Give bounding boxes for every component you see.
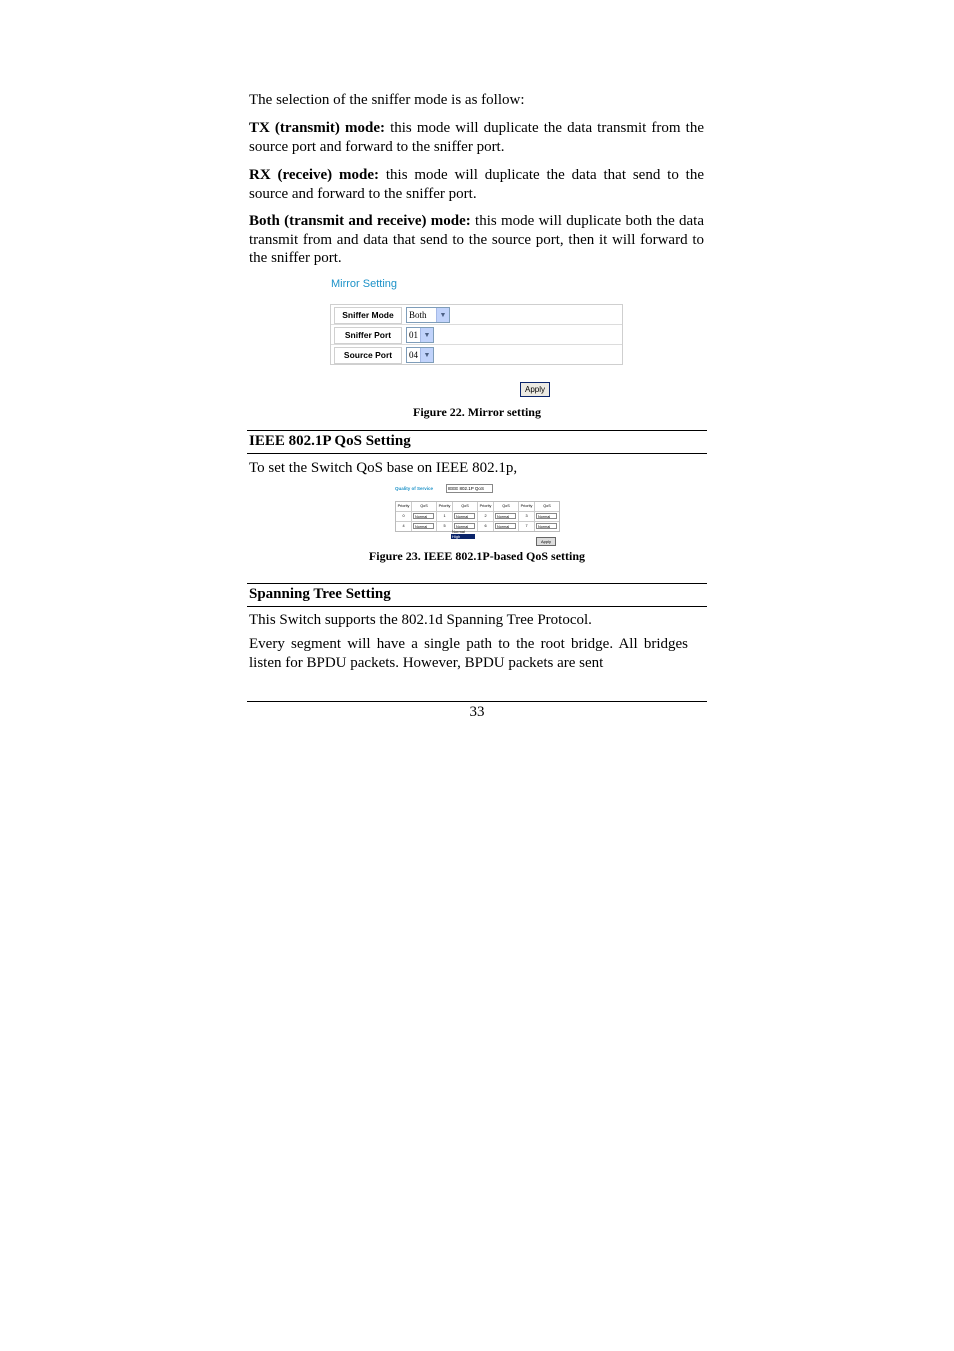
sniffer-port-value: 01 xyxy=(409,330,418,340)
qos-type-select[interactable] xyxy=(446,484,493,493)
qos-cell xyxy=(535,512,559,521)
rx-mode-term: RX (receive) mode: xyxy=(249,167,380,183)
qos-cell xyxy=(535,522,559,531)
column-header: Priority xyxy=(437,502,453,511)
qos-cell xyxy=(412,522,437,531)
sniffer-mode-row xyxy=(331,305,622,325)
priority-cell: 7 xyxy=(519,522,535,531)
qos-select[interactable]: Normal xyxy=(413,513,434,519)
priority-cell: 2 xyxy=(478,512,494,521)
mirror-setting-table xyxy=(330,304,623,365)
column-header: Priority xyxy=(396,502,412,511)
qos-title: Quality of Service xyxy=(395,486,434,491)
rx-mode-text: this mode will duplicate the data that send to the source and forward to the sniffer port. xyxy=(249,167,704,202)
dropdown-option-high[interactable]: High xyxy=(451,534,475,539)
priority-cell: 0 xyxy=(396,512,412,521)
figure-23-caption: Figure 23. IEEE 802.1P-based QoS setting xyxy=(368,549,586,563)
source-port-value: 04 xyxy=(409,350,418,360)
sniffer-mode-label: Sniffer Mode xyxy=(334,307,402,324)
sniffer-port-row xyxy=(331,325,622,345)
qos-select[interactable]: Normal xyxy=(495,523,516,529)
figure-22-caption: Figure 22. Mirror setting xyxy=(413,405,541,419)
column-header: Priority xyxy=(519,502,535,511)
column-header: Priority xyxy=(478,502,494,511)
column-header: QoS xyxy=(453,502,478,511)
sniffer-mode-select[interactable] xyxy=(406,307,450,323)
qos-table xyxy=(395,501,560,532)
page-number: 33 xyxy=(469,704,485,720)
column-header: QoS xyxy=(412,502,437,511)
both-mode-text: this mode will duplicate both the data transmit from and data that send to the source port, then it will forward to the sniffer port. xyxy=(249,213,704,266)
stp-paragraph-2: Every segment will have a single path to the root bridge. All bridges listen for BPDU packets. However, BPDU packets are sent xyxy=(249,636,688,671)
qos-select[interactable]: Normal xyxy=(536,513,557,519)
sniffer-port-label: Sniffer Port xyxy=(334,327,402,344)
qos-cell xyxy=(412,512,437,521)
chevron-down-icon: ▼ xyxy=(420,328,433,342)
qos-section-heading: IEEE 802.1P QoS Setting xyxy=(249,433,411,449)
qos-select[interactable]: Normal xyxy=(495,513,516,519)
rx-mode-paragraph xyxy=(249,166,704,203)
both-mode-term: Both (transmit and receive) mode: xyxy=(249,213,471,229)
column-header: QoS xyxy=(543,504,551,508)
qos-select[interactable]: Normal xyxy=(454,523,475,529)
priority-cell: 1 xyxy=(437,512,453,521)
priority-cell: 5 xyxy=(437,522,453,531)
both-mode-paragraph xyxy=(249,212,704,268)
qos-select[interactable]: Normal xyxy=(536,523,557,529)
tx-mode-paragraph xyxy=(249,119,704,156)
section-rule-top xyxy=(247,583,707,584)
table-row xyxy=(396,522,559,531)
qos-select[interactable]: Normal xyxy=(413,523,434,529)
section-rule-bottom xyxy=(247,606,707,607)
qos-dropdown-list xyxy=(451,529,475,539)
qos-intro-paragraph: To set the Switch QoS base on IEEE 802.1p, xyxy=(249,460,518,476)
footer-rule xyxy=(247,701,707,702)
source-port-label: Source Port xyxy=(334,347,402,364)
mirror-setting-title: Mirror Setting xyxy=(331,278,398,290)
sniffer-mode-value: Both xyxy=(409,310,427,320)
mirror-setting-figure xyxy=(329,276,623,401)
chevron-down-icon: ▼ xyxy=(420,348,433,362)
tx-mode-text: this mode will duplicate the data transmit from the source port and forward to the sniffer port. xyxy=(249,120,704,155)
qos-select[interactable]: Normal xyxy=(454,513,475,519)
qos-header-row xyxy=(396,502,559,512)
qos-apply-button[interactable]: Apply xyxy=(536,537,556,546)
section-rule-top xyxy=(247,430,707,431)
chevron-down-icon: ▼ xyxy=(436,308,449,322)
priority-cell: 4 xyxy=(396,522,412,531)
priority-cell: 3 xyxy=(519,512,535,521)
dropdown-option-normal[interactable]: Normal xyxy=(452,529,465,534)
tx-mode-term: TX (transmit) mode: xyxy=(249,120,385,136)
stp-paragraph-1: This Switch supports the 802.1d Spanning Tree Protocol. xyxy=(249,612,592,628)
qos-setting-figure xyxy=(393,482,561,546)
source-port-row xyxy=(331,345,622,364)
stp-section-heading: Spanning Tree Setting xyxy=(249,586,391,602)
column-header: QoS xyxy=(494,502,519,511)
qos-cell xyxy=(453,512,478,521)
priority-cell: 6 xyxy=(478,522,494,531)
mirror-apply-button[interactable]: Apply xyxy=(520,382,550,397)
table-row xyxy=(396,512,559,522)
qos-cell xyxy=(494,522,519,531)
sniffer-port-select[interactable] xyxy=(406,327,434,343)
qos-cell xyxy=(494,512,519,521)
qos-type-value: IEEE 802.1P QoS xyxy=(448,486,484,491)
section-rule-bottom xyxy=(247,453,707,454)
intro-paragraph: The selection of the sniffer mode is as follow: xyxy=(249,92,525,108)
source-port-select[interactable] xyxy=(406,347,434,363)
